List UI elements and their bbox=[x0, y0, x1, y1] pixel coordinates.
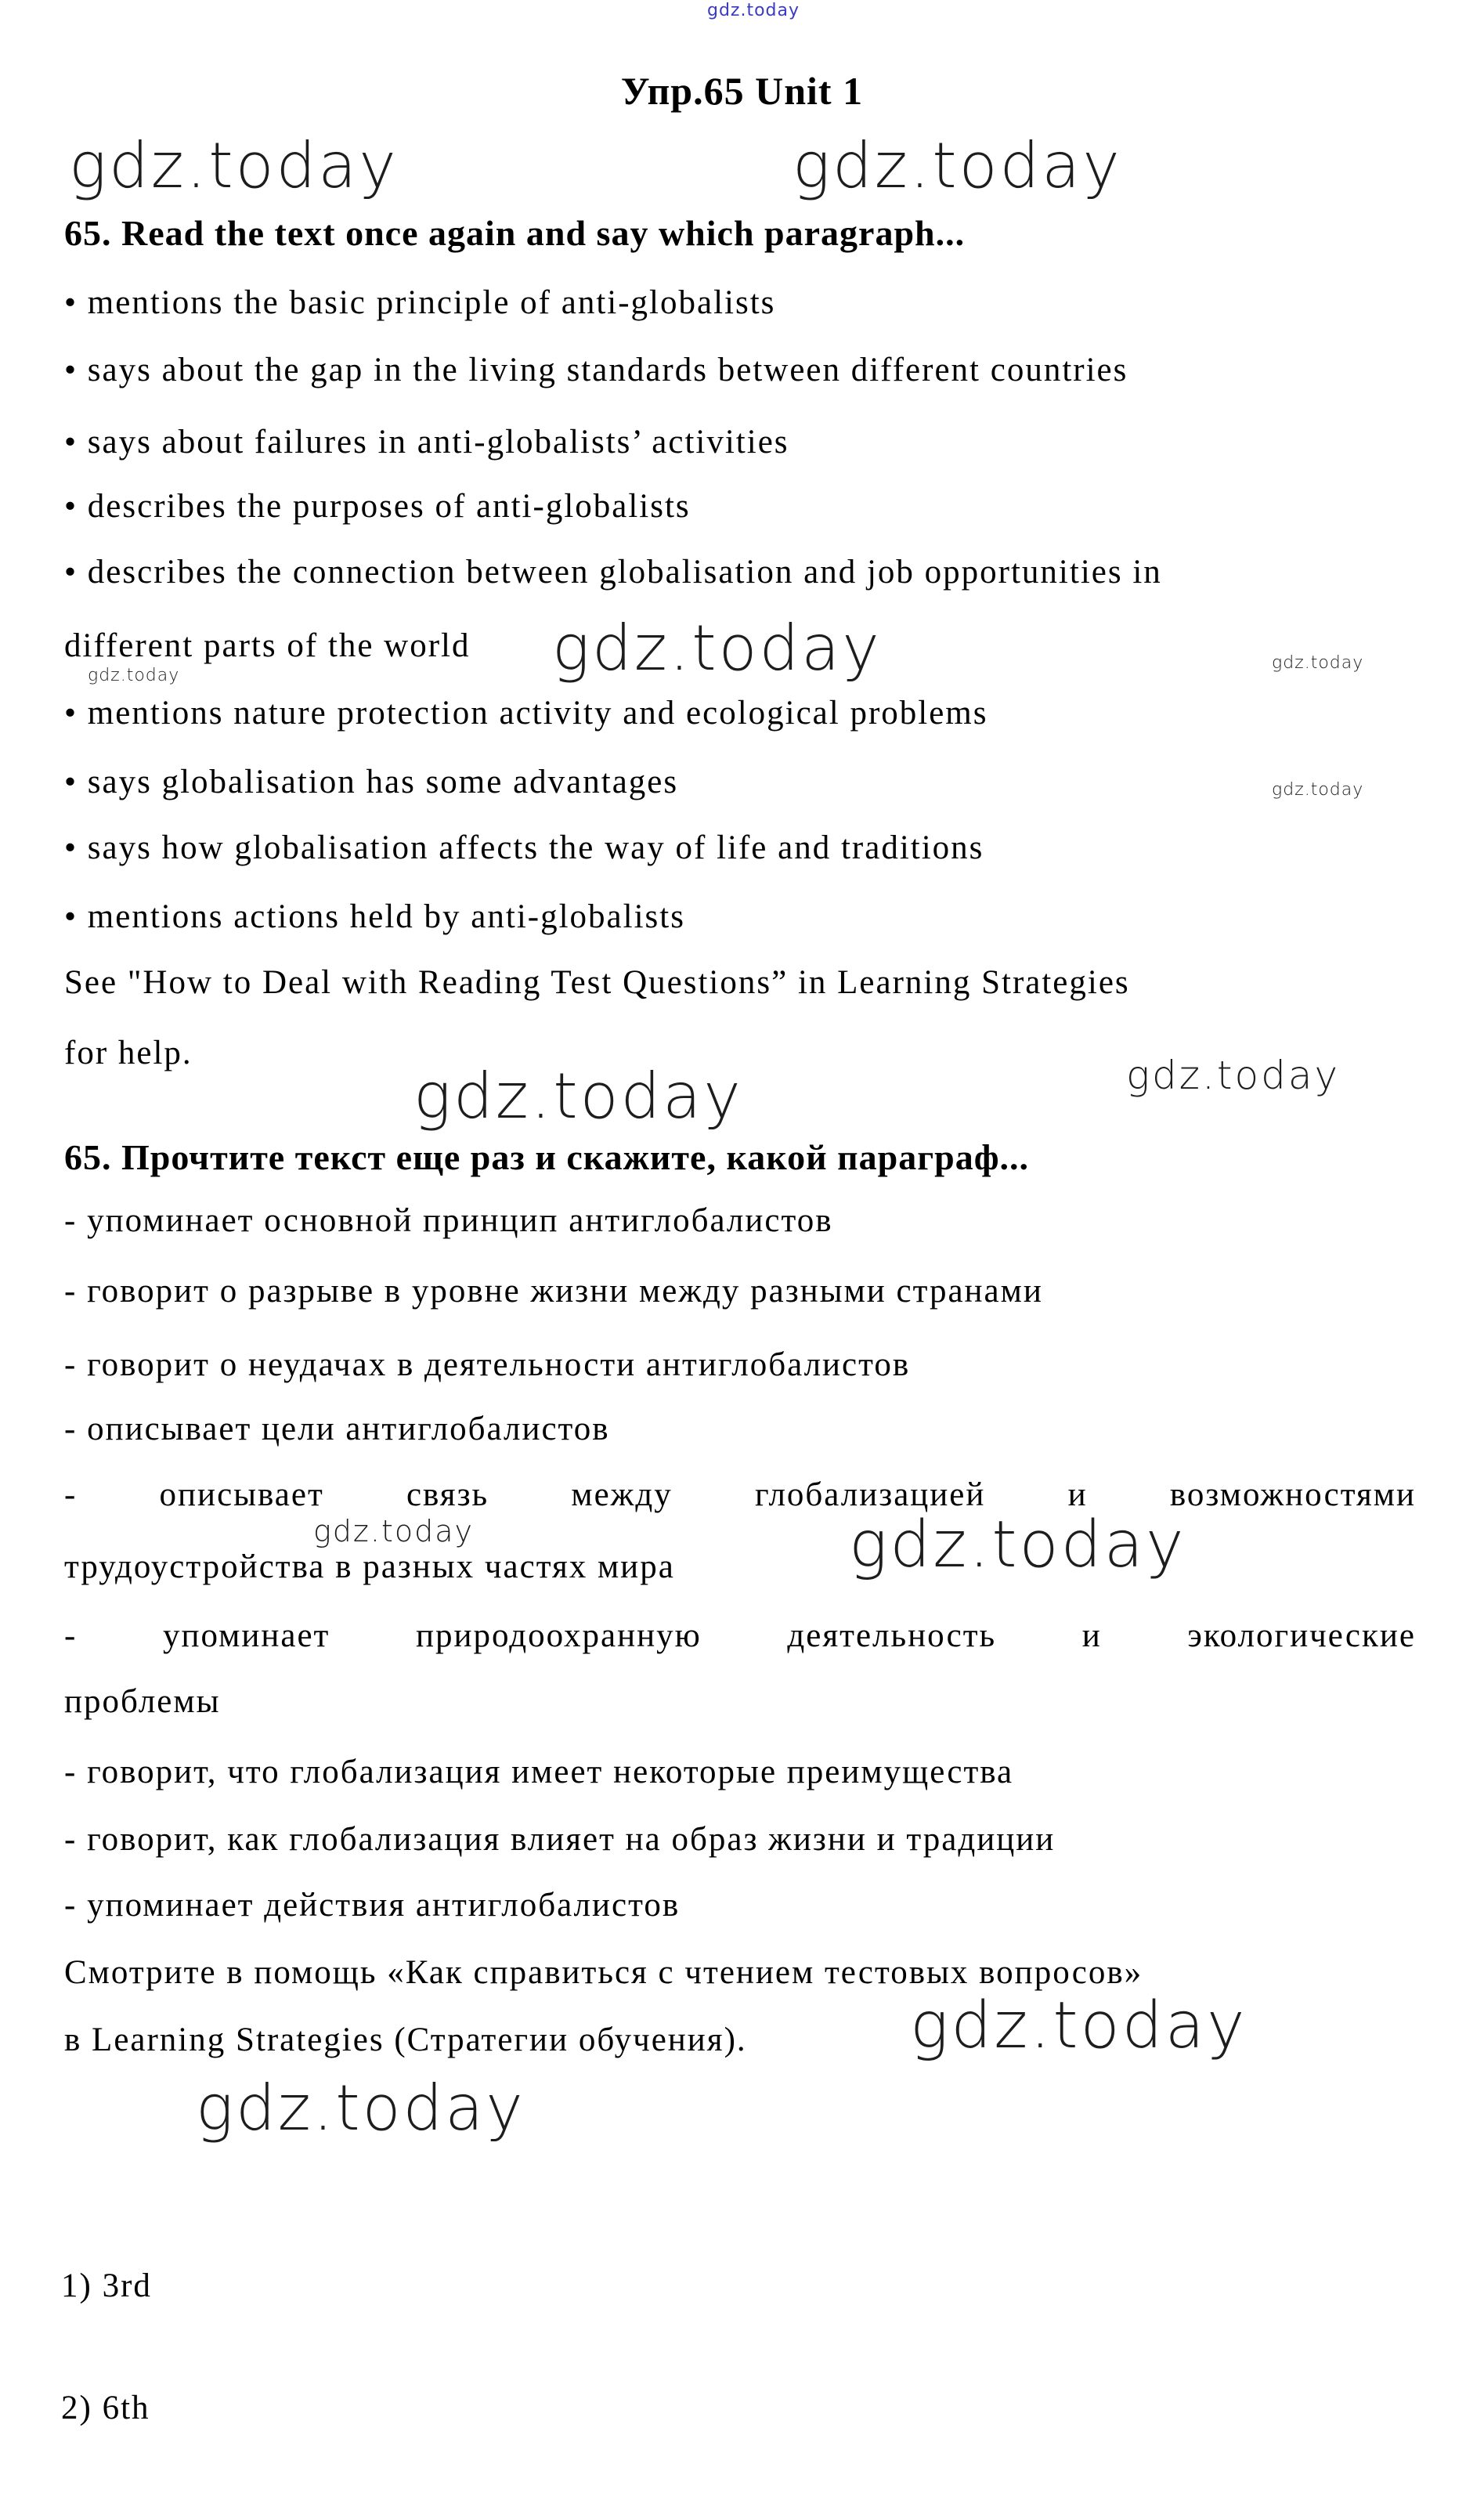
answer-2: 2) 6th bbox=[61, 2390, 150, 2426]
task-line-ru: - говорит о неудачах в деятельности антиглобалистов bbox=[64, 1346, 911, 1383]
task-line-en: • describes the connection between globalisation and job opportunities in bbox=[64, 554, 1162, 591]
task-line-en: • mentions the basic principle of anti-globalists bbox=[64, 284, 776, 321]
task-note-en: See "How to Deal with Reading Test Questions” in Learning Strategies bbox=[64, 964, 1130, 1001]
task-line-ru: - говорит о разрыве в уровне жизни между разными странами bbox=[64, 1273, 1043, 1310]
site-watermark: gdz.today bbox=[88, 666, 180, 685]
task-note-ru: в Learning Strategies (Стратегии обучения). bbox=[64, 2021, 747, 2058]
task-line-ru: - упоминает основной принцип антиглобалистов bbox=[64, 1202, 833, 1239]
site-watermark: gdz.today bbox=[1272, 653, 1364, 673]
task-line-en: • says how globalisation affects the way of life and traditions bbox=[64, 829, 984, 866]
task-line-en: different parts of the world bbox=[64, 627, 471, 664]
task-line-ru: - описывает цели антиглобалистов bbox=[64, 1411, 610, 1447]
task-note-ru: Смотрите в помощь «Как справиться с чтением тестовых вопросов» bbox=[64, 1954, 1143, 1991]
task-line-en: • describes the purposes of anti-globalists bbox=[64, 488, 691, 525]
site-watermark: gdz.today bbox=[552, 612, 882, 685]
task-line-ru: - описывает связь между глобализацией и возможностями bbox=[64, 1476, 1416, 1513]
site-watermark: gdz.today bbox=[910, 1989, 1247, 2063]
task-line-ru: - упоминает действия антиглобалистов bbox=[64, 1887, 681, 1924]
answer-1: 1) 3rd bbox=[61, 2267, 152, 2304]
exercise-title: Упр.65 Unit 1 bbox=[620, 69, 864, 113]
task-line-ru: - говорит, что глобализация имеет некоторые преимущества bbox=[64, 1754, 1014, 1790]
site-watermark: gdz.today bbox=[1126, 1053, 1341, 1098]
task-line-en: • says globalisation has some advantages bbox=[64, 764, 679, 800]
site-watermark: gdz.today bbox=[413, 1060, 743, 1133]
task-line-ru: проблемы bbox=[64, 1683, 221, 1720]
task-line-en: • says about failures in anti-globalists’ activities bbox=[64, 424, 789, 461]
task-line-en: • mentions actions held by anti-globalists bbox=[64, 898, 685, 935]
task-heading-ru: 65. Прочтите текст еще раз и скажите, какой параграф... bbox=[64, 1137, 1030, 1177]
task-line-ru: - упоминает природоохранную деятельность и экологические bbox=[64, 1617, 1416, 1654]
task-line-en: • mentions nature protection activity and ecological problems bbox=[64, 695, 988, 732]
site-watermark: gdz.today bbox=[793, 129, 1122, 202]
task-line-ru: - говорит, как глобализация влияет на образ жизни и традиции bbox=[64, 1821, 1056, 1858]
site-watermark-top: gdz.today bbox=[707, 1, 800, 20]
site-watermark: gdz.today bbox=[313, 1514, 474, 1548]
task-note-en: for help. bbox=[64, 1035, 193, 1071]
task-line-ru: трудоустройства в разных частях мира bbox=[64, 1548, 675, 1585]
site-watermark: gdz.today bbox=[69, 129, 399, 202]
task-line-en: • says about the gap in the living standards between different countries bbox=[64, 352, 1128, 388]
site-watermark: gdz.today bbox=[849, 1508, 1186, 1582]
site-watermark: gdz.today bbox=[196, 2072, 525, 2144]
task-heading-en: 65. Read the text once again and say which paragraph... bbox=[64, 213, 966, 253]
site-watermark: gdz.today bbox=[1272, 780, 1364, 800]
